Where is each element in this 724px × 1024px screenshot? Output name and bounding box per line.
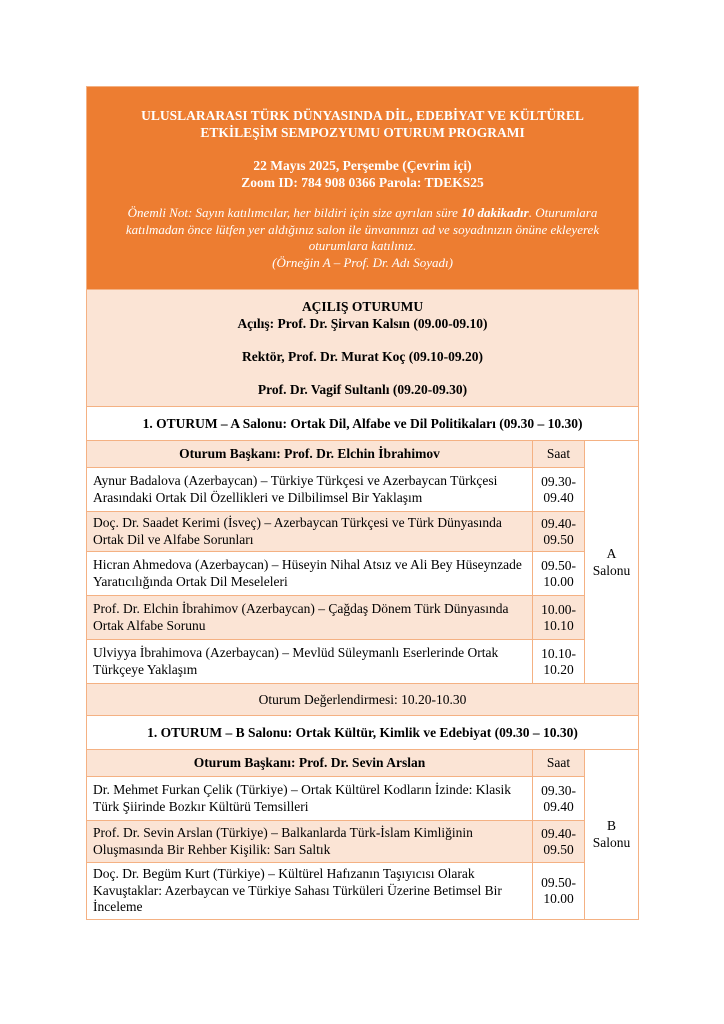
time-column-header: Saat [533,441,585,468]
talk-row: Doç. Dr. Saadet Kerimi (İsveç) – Azerbaycan Türkçesi ve Türk Dünyasında Ortak Dil ve Alfabe Sorunları [87,512,533,552]
talk-time: 09.50- 10.00 [533,863,585,920]
session-b-title: 1. OTURUM – B Salonu: Ortak Kültür, Kimlik ve Edebiyat (09.30 – 10.30) [87,716,639,750]
opening-line: Rektör, Prof. Dr. Murat Koç (09.10-09.20) [242,349,483,364]
important-note: Önemli Not: Sayın katılımcılar, her bildiri için size ayrılan süre 10 dakikadır. Oturumlara katılmadan önce lütfen yer aldığınız salon ile ünvanınızı ad ve soyadınızın önüne ekleyerek oturumlara katılınız. (Örneğin A – Prof. Dr. Adı Soyadı) [125,205,600,270]
program-table [86,86,639,920]
program-header [87,87,639,290]
talk-row: Prof. Dr. Sevin Arslan (Türkiye) – Balkanlarda Türk-İslam Kimliğinin Oluşmasında Bir Rehber Kişilik: Sarı Saltık [87,821,533,863]
talk-time: 09.30- 09.40 [533,468,585,512]
talk-row: Hicran Ahmedova (Azerbaycan) – Hüseyin Nihal Atsız ve Ali Bey Hüseynzade Yaratıcılığında Ortak Dil Meseleleri [87,552,533,596]
time-column-header: Saat [533,750,585,777]
talk-time: 09.40- 09.50 [533,821,585,863]
talk-row: Prof. Dr. Elchin İbrahimov (Azerbaycan) – Çağdaş Dönem Türk Dünyasında Ortak Alfabe Sorunu [87,596,533,640]
talk-row: Aynur Badalova (Azerbaycan) – Türkiye Türkçesi ve Azerbaycan Türkçesi Arasındaki Ortak Dil Özellikleri ve Dilbilimsel Bir Yaklaşım [87,468,533,512]
talk-row: Ulviyya İbrahimova (Azerbaycan) – Mevlüd Süleymanlı Eserlerinde Ortak Türkçeye Yaklaşım [87,640,533,684]
talk-time: 09.30- 09.40 [533,777,585,821]
zoom-info: Zoom ID: 784 908 0366 Parola: TDEKS25 [241,175,484,190]
salon-b-cell: B Salonu [585,750,639,920]
salon-a-cell: A Salonu [585,441,639,684]
opening-session [87,290,639,407]
talk-time: 10.10- 10.20 [533,640,585,684]
talk-time: 09.50- 10.00 [533,552,585,596]
session-evaluation: Oturum Değerlendirmesi: 10.20-10.30 [87,684,639,716]
opening-line: Açılış: Prof. Dr. Şirvan Kalsın (09.00-09.10) [237,316,488,331]
opening-title: AÇILIŞ OTURUMU [301,299,424,314]
session-a-title: 1. OTURUM – A Salonu: Ortak Dil, Alfabe ve Dil Politikaları (09.30 – 10.30) [87,407,639,441]
name-example: (Örneğin A – Prof. Dr. Adı Soyadı) [272,254,453,270]
program-title: ULUSLARARASI TÜRK DÜNYASINDA DİL, EDEBİYAT VE KÜLTÜREL ETKİLEŞİM SEMPOZYUMU OTURUM PROGRAMI [141,108,584,140]
talk-time: 10.00- 10.10 [533,596,585,640]
talk-time: 09.40- 09.50 [533,512,585,552]
session-a-chair: Oturum Başkanı: Prof. Dr. Elchin İbrahimov [87,441,533,468]
talk-row: Doç. Dr. Begüm Kurt (Türkiye) – Kültürel Hafızanın Taşıyıcısı Olarak Kavuştaklar: Azerbaycan ve Türkiye Sahası Türküleri Üzerine Betimsel Bir İnceleme [87,863,533,920]
program-document [86,86,638,920]
program-date: 22 Mayıs 2025, Perşembe (Çevrim içi) Zoom ID: 784 908 0366 Parola: TDEKS25 [101,157,624,191]
opening-line: Prof. Dr. Vagif Sultanlı (09.20-09.30) [257,382,468,397]
talk-row: Dr. Mehmet Furkan Çelik (Türkiye) – Ortak Kültürel Kodların İzinde: Klasik Türk Şiirinde Bozkır Kültürü Temsilleri [87,777,533,821]
session-b-chair: Oturum Başkanı: Prof. Dr. Sevin Arslan [87,750,533,777]
